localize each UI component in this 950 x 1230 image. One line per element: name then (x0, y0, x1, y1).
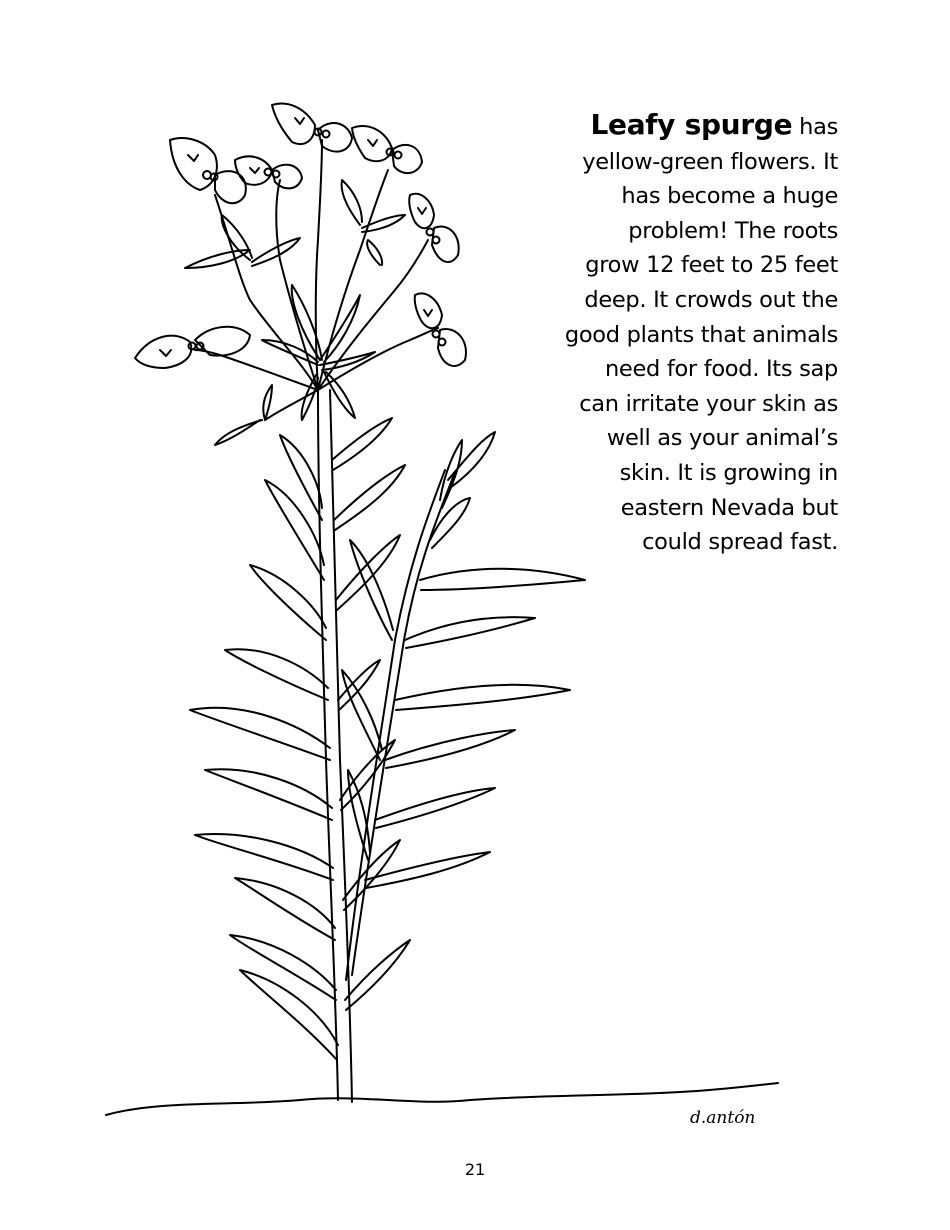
plant-description (540, 108, 838, 560)
description-text: grow 12 feet to 25 feet (585, 252, 838, 279)
description-text: skin. It is growing in (619, 459, 838, 486)
artist-signature: d.antón (690, 1108, 756, 1128)
description-text: could spread fast. (642, 529, 838, 556)
stem-leaves-right (332, 418, 410, 1010)
side-branch-outline (352, 472, 455, 975)
page-number: 21 (464, 1160, 486, 1179)
ground-line (106, 1083, 778, 1115)
flower-cluster-7 (135, 327, 250, 368)
plant-name: Leafy spurge (590, 108, 793, 141)
flower-cluster-4 (352, 126, 422, 173)
flower-cluster-3 (272, 104, 352, 152)
description-text: has become a huge (621, 183, 838, 210)
description-text: problem! The roots (628, 217, 838, 244)
stem-leaves-left (190, 435, 338, 1060)
description-text: eastern Nevada but (620, 494, 838, 521)
description-line-1 (540, 108, 838, 145)
description-text: deep. It crowds out the (584, 286, 838, 313)
description-text: good plants that animals (564, 321, 838, 348)
description-text: yellow-green flowers. It (582, 148, 838, 175)
description-text: has (799, 114, 838, 140)
flower-cluster-5 (409, 194, 458, 262)
flower-cluster-6 (415, 294, 466, 366)
description-text: can irritate your skin as (579, 390, 838, 417)
umbel-rays (195, 140, 438, 420)
flower-cluster-2 (235, 156, 302, 188)
flower-cluster-1 (170, 138, 246, 203)
description-text: well as your animal’s (606, 425, 838, 452)
description-text: need for food. Its sap (604, 356, 838, 383)
